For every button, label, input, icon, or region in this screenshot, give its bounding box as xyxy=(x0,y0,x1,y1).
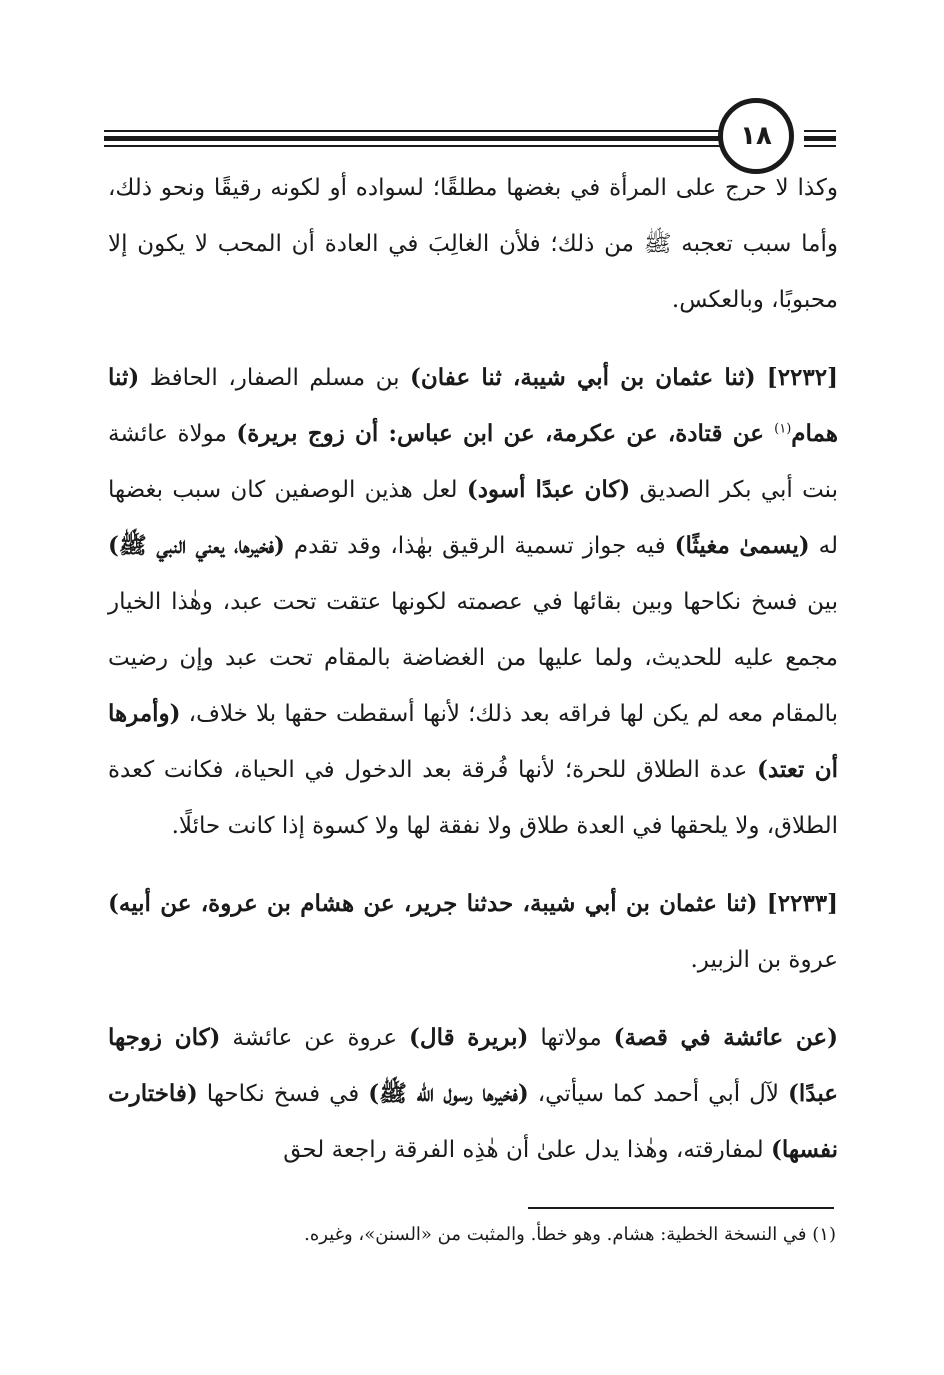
commentary-text: وكذا لا حرج على المرأة في بغضها مطلقًا؛ لسواده أو لكونه رقيقًا ونحو ذلك، وأما سبب تعجبه ﷺ من ذلك؛ فلأن الغالِبَ في العادة أن المحب لا يكون إلا محبوبًا، وبالعكس. xyxy=(108,175,838,313)
commentary-text: لعل هذين الوصفين كان سبب بغضها له xyxy=(108,477,839,559)
hadith-text: (كان عبدًا أسود) xyxy=(466,476,631,503)
header-rule xyxy=(804,136,836,141)
hadith-text: (فاختارت نفسها) xyxy=(108,1080,838,1163)
header-rule xyxy=(804,130,836,132)
commentary-text: فيه جواز تسمية الرقيق بهٰذا، وقد تقدم xyxy=(284,533,675,559)
commentary-text: عدة الطلاق للحرة؛ لأنها فُرقة بعد الدخول في الحياة، فكانت كعدة الطلاق، ولا يلحقها في العدة طلاق ولا نفقة لها ولا كسوة إذا كانت حائلًا. xyxy=(108,757,838,839)
paragraph xyxy=(108,876,838,988)
commentary-text: لمفارقته، وهٰذا يدل علىٰ أن هٰذِه الفرقة راجعة لحق xyxy=(283,1137,771,1163)
header-rule xyxy=(104,130,724,132)
paragraph xyxy=(108,1010,838,1178)
paragraph xyxy=(108,160,838,328)
paragraph xyxy=(108,350,838,854)
footnote-divider xyxy=(528,1207,834,1209)
hadith-text: عن قتادة، عن عكرمة، عن ابن عباس: أن زوج بريرة) xyxy=(236,420,775,447)
commentary-text: عروة عن عائشة xyxy=(220,1025,410,1051)
footnote: (١) في النسخة الخطية: هشام. وهو خطأ. والمثبت من «السنن»، وغيره. xyxy=(304,1224,836,1245)
hadith-text: [٢٢٣٢] (ثنا عثمان بن أبي شيبة، ثنا عفان) xyxy=(410,364,838,391)
hadith-text: (فخيرها، يعني النبي ﷺ) xyxy=(108,532,285,559)
commentary-text: مولاة عائشة بنت أبي بكر الصديق xyxy=(108,421,838,503)
commentary-text: في فسخ نكاحها xyxy=(197,1081,369,1107)
commentary-text: مولاتها xyxy=(528,1025,614,1051)
commentary-text: بين فسخ نكاحها وبين بقائها في عصمته لكونها عتقت تحت عبد، وهٰذا الخيار مجمع عليه للحديث، ولما عليها من الغضاضة بالمقام تحت عبد وإن رضيت بالمقام معه لم يكن لها فراقه بعد ذلك؛ لأنها أسقطت حقها بلا خلاف، xyxy=(108,589,838,727)
hadith-text: [٢٢٣٣] (ثنا عثمان بن أبي شيبة، حدثنا جرير، عن هشام بن عروة، عن أبيه) xyxy=(108,890,838,917)
commentary-text: لآل أبي أحمد كما سيأتي، xyxy=(528,1081,788,1107)
commentary-text: عروة بن الزبير. xyxy=(690,947,838,973)
hadith-text: (بريرة قال) xyxy=(409,1024,529,1051)
footnote-marker: (١) xyxy=(774,421,792,437)
main-text xyxy=(108,160,838,1178)
hadith-text: (يسمىٰ مغيثًا) xyxy=(674,532,810,559)
header-rule xyxy=(804,145,836,147)
header-rule xyxy=(104,136,724,141)
page-number: ١٨ xyxy=(718,98,794,174)
header-rule xyxy=(104,145,724,147)
commentary-text: بن مسلم الصفار، الحافظ xyxy=(139,365,411,391)
hadith-text: (عن عائشة في قصة) xyxy=(613,1024,839,1051)
hadith-text: (ثنا همام xyxy=(108,364,838,447)
hadith-text: (كان زوجها عبدًا) xyxy=(108,1024,838,1107)
hadith-text: (وأمرها أن تعتد) xyxy=(108,700,838,783)
hadith-text: (فخيرها رسول الله ﷺ) xyxy=(368,1080,529,1107)
